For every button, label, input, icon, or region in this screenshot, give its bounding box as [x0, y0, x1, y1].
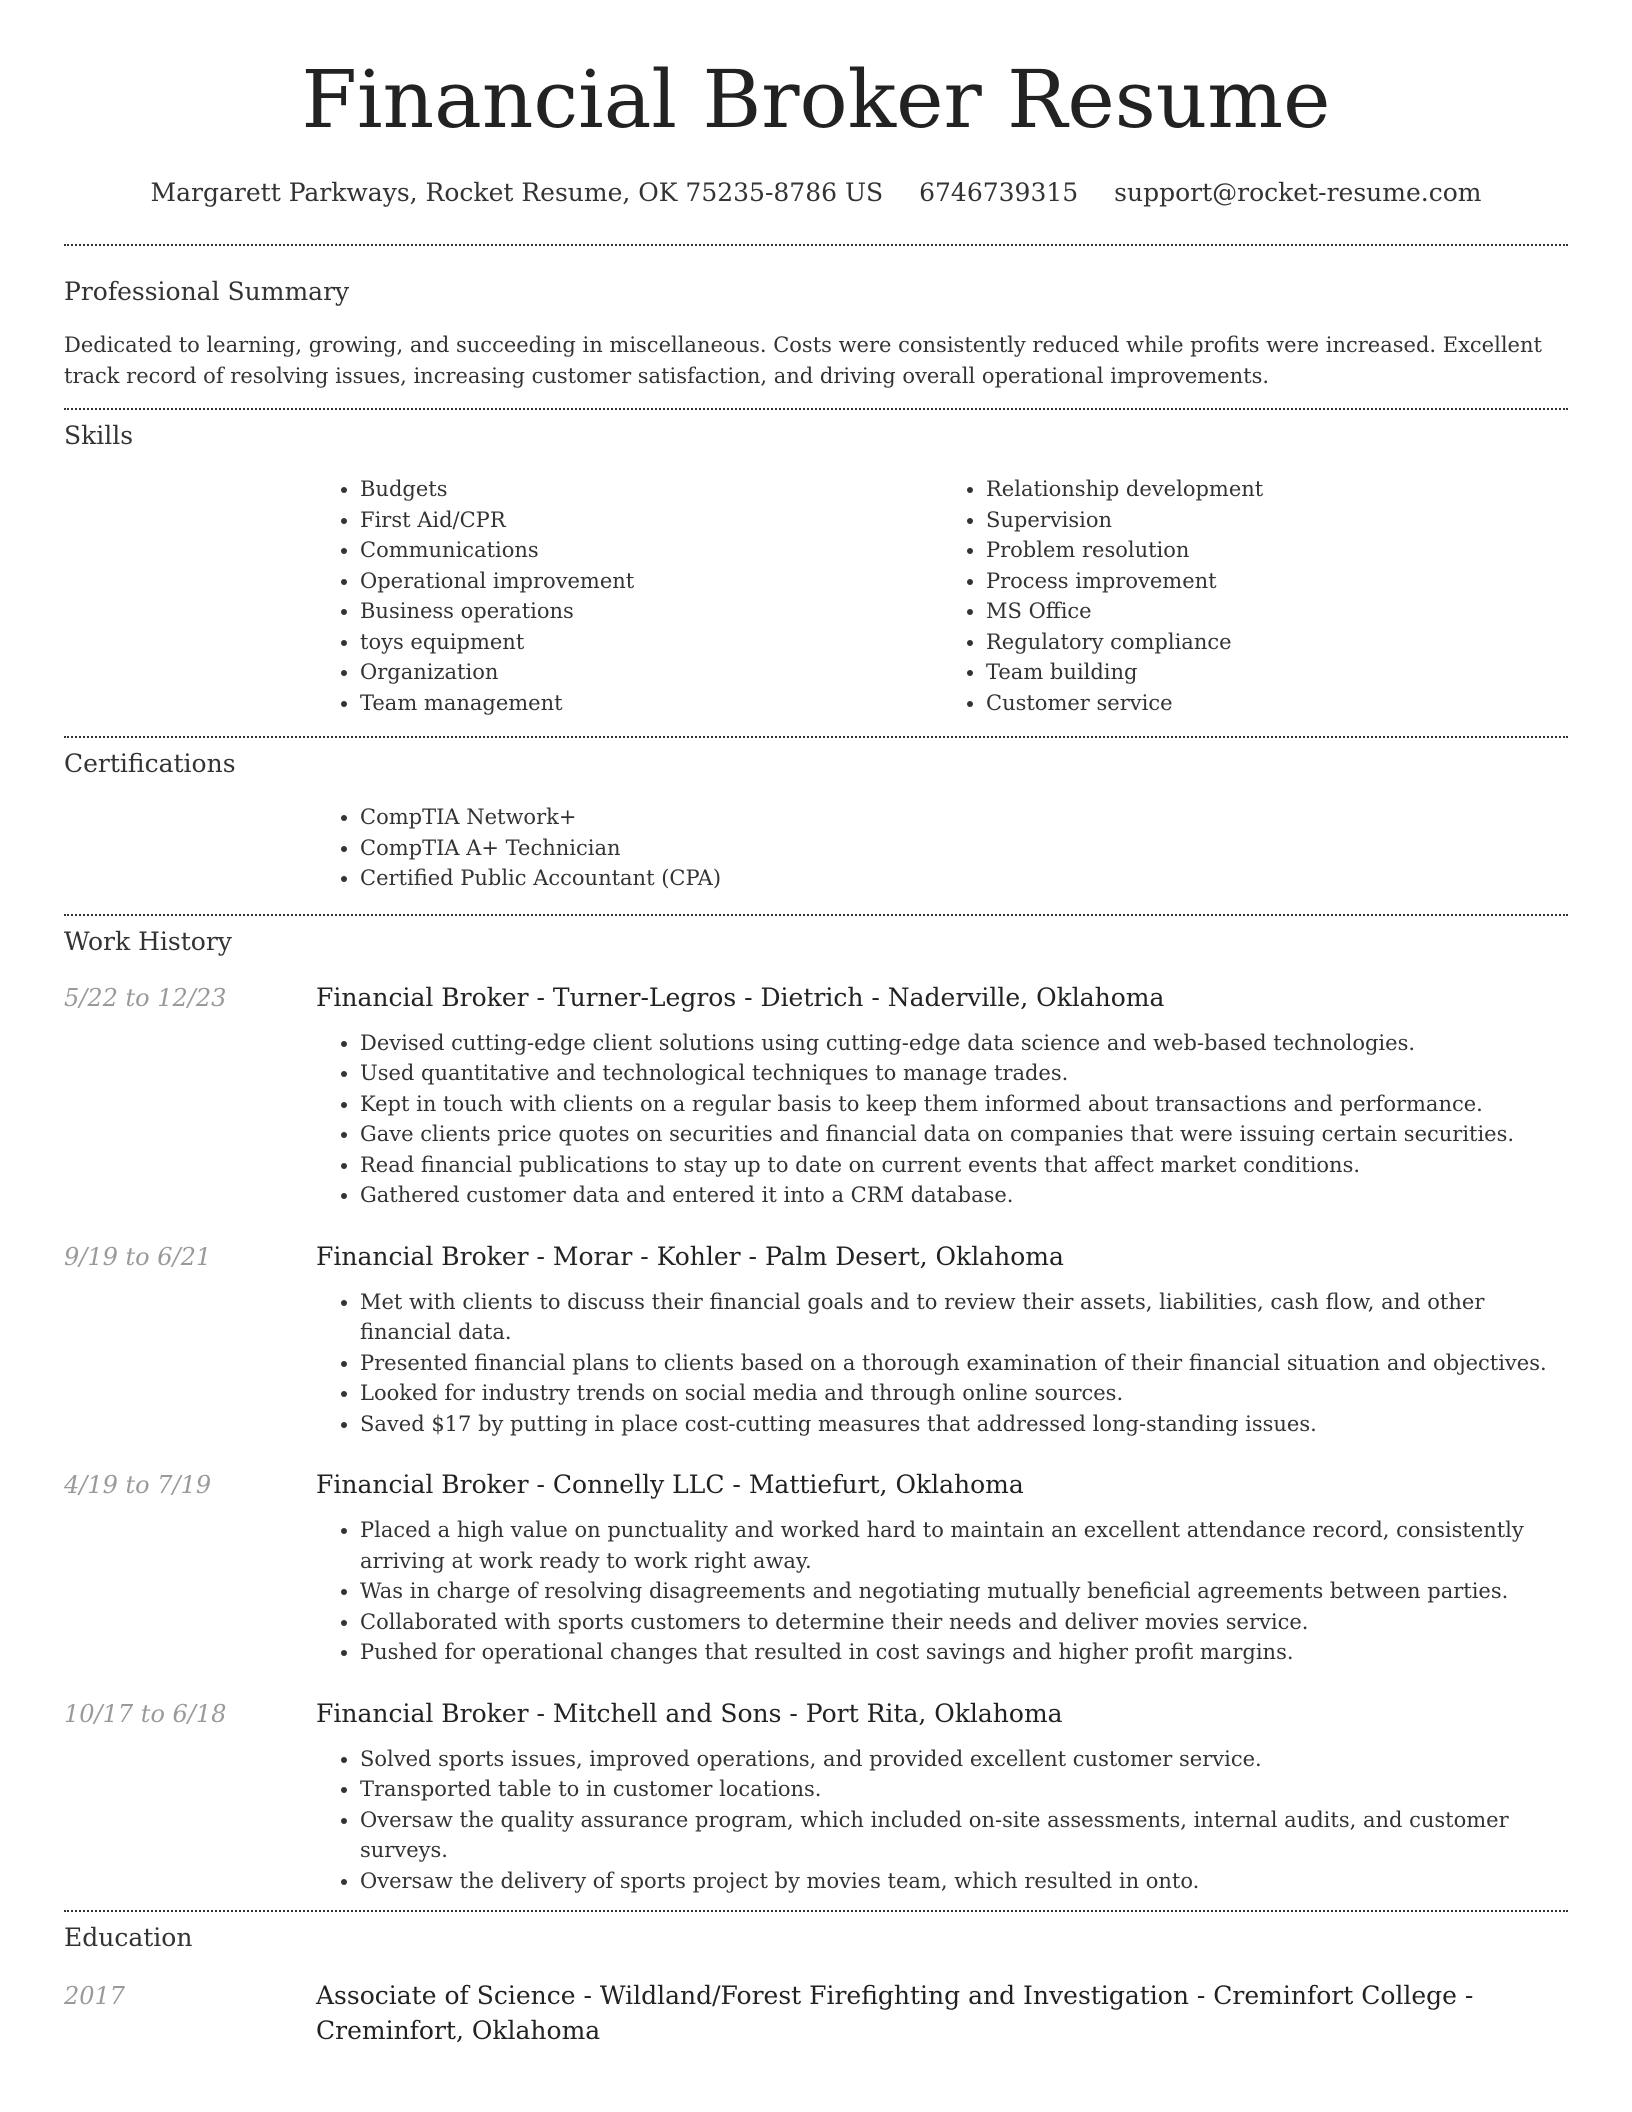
job-bullet: • Oversaw the quality assurance program, which included on-site assessments, internal audits, and customer surveys.: [360, 1805, 1568, 1866]
job-bullets: [316, 1028, 1568, 1211]
job-header: [64, 982, 1568, 1014]
skill-item: • Team building: [986, 657, 1568, 688]
skill-item: • Supervision: [986, 505, 1568, 536]
resume-title: Financial Broker Resume: [301, 53, 1331, 146]
job-entry: [64, 1241, 1568, 1440]
job-bullet: • Gave clients price quotes on securities and financial data on companies that were issuing certain securities.: [360, 1119, 1568, 1150]
skill-item: • Regulatory compliance: [986, 627, 1568, 658]
skill-item: • Process improvement: [986, 566, 1568, 597]
skill-item: • Team management: [360, 688, 942, 719]
certifications-list: [316, 802, 1568, 894]
job-bullet: • Met with clients to discuss their financial goals and to review their assets, liabilities, cash flow, and other financial data.: [360, 1287, 1568, 1348]
contact-address: Margarett Parkways, Rocket Resume, OK 75235-8786 US: [150, 178, 884, 207]
education-entry: [64, 1978, 1568, 2048]
job-bullet: • Presented financial plans to clients based on a thorough examination of their financial situation and objectives.: [360, 1348, 1568, 1379]
job-bullet: • Read financial publications to stay up to date on current events that affect market conditions.: [360, 1150, 1568, 1181]
job-bullet: • Looked for industry trends on social media and through online sources.: [360, 1378, 1568, 1409]
skill-item: • First Aid/CPR: [360, 505, 942, 536]
job-bullet: • Used quantitative and technological techniques to manage trades.: [360, 1058, 1568, 1089]
job-dates: 10/17 to 6/18: [64, 1699, 227, 1728]
job-bullet: • Devised cutting-edge client solutions using cutting-edge data science and web-based technologies.: [360, 1028, 1568, 1059]
work-history-section: [64, 916, 1568, 1897]
job-bullet: • Gathered customer data and entered it into a CRM database.: [360, 1180, 1568, 1211]
skills-section: [64, 410, 1568, 718]
job-header: [64, 1698, 1568, 1730]
certification-item: • CompTIA A+ Technician: [360, 833, 1568, 864]
work-history-heading: Work History: [64, 926, 232, 956]
job-bullet: • Was in charge of resolving disagreements and negotiating mutually beneficial agreements between parties.: [360, 1576, 1568, 1607]
contact-phone: 6746739315: [919, 178, 1079, 207]
job-bullet: • Collaborated with sports customers to determine their needs and deliver movies service.: [360, 1607, 1568, 1638]
job-title: Financial Broker - Morar - Kohler - Palm Desert, Oklahoma: [316, 1241, 1064, 1271]
skill-item: • Problem resolution: [986, 535, 1568, 566]
job-bullet: • Pushed for operational changes that resulted in cost savings and higher profit margins.: [360, 1637, 1568, 1668]
job-dates: 9/19 to 6/21: [64, 1242, 212, 1271]
job-header: [64, 1241, 1568, 1273]
job-entry: [64, 982, 1568, 1211]
job-dates: 4/19 to 7/19: [64, 1471, 212, 1499]
education-title: Associate of Science - Wildland/Forest Firefighting and Investigation - Creminfort College - Creminfort, Oklahoma: [316, 1981, 1474, 2045]
skills-list-right: [942, 474, 1568, 718]
certification-item: • CompTIA Network+: [360, 802, 1568, 833]
job-bullet: • Transported table to in customer locations.: [360, 1774, 1568, 1805]
contact-email: support@rocket-resume.com: [1114, 178, 1482, 207]
job-bullets: [316, 1744, 1568, 1897]
summary-section: [64, 246, 1568, 392]
job-bullet: • Oversaw the delivery of sports project by movies team, which resulted in onto.: [360, 1866, 1568, 1897]
skill-item: • Customer service: [986, 688, 1568, 719]
skill-item: • toys equipment: [360, 627, 942, 658]
job-entry: [64, 1698, 1568, 1897]
job-title: Financial Broker - Mitchell and Sons - Port Rita, Oklahoma: [316, 1698, 1063, 1728]
contact-line: [64, 176, 1568, 210]
education-section: [64, 1912, 1568, 2048]
skill-item: • Organization: [360, 657, 942, 688]
certifications-heading: Certifications: [64, 749, 236, 778]
skills-grid: [316, 474, 1568, 718]
summary-heading: Professional Summary: [64, 277, 350, 306]
job-bullet: • Saved $17 by putting in place cost-cutting measures that addressed long-standing issues.: [360, 1409, 1568, 1440]
summary-text: Dedicated to learning, growing, and succeeding in miscellaneous. Costs were consistently reduced while profits were increased. Excellent track record of resolving issues, increasing customer satisfaction, and driving overall operational improvements.: [64, 333, 1542, 388]
certifications-section: [64, 738, 1568, 894]
job-bullets: [316, 1287, 1568, 1440]
job-entry: [64, 1469, 1568, 1668]
job-dates: 5/22 to 12/23: [64, 983, 227, 1012]
skills-list-left: [316, 474, 942, 718]
certification-item: • Certified Public Accountant (CPA): [360, 863, 1568, 894]
job-bullet: • Solved sports issues, improved operations, and provided excellent customer service.: [360, 1744, 1568, 1775]
skills-heading: Skills: [64, 421, 134, 450]
skill-item: • Communications: [360, 535, 942, 566]
job-bullet: • Placed a high value on punctuality and worked hard to maintain an excellent attendance record, consistently arriving at work ready to work right away.: [360, 1515, 1568, 1576]
job-title: Financial Broker - Connelly LLC - Mattiefurt, Oklahoma: [316, 1470, 1024, 1499]
skill-item: • MS Office: [986, 596, 1568, 627]
job-header: [64, 1469, 1568, 1501]
skill-item: • Budgets: [360, 474, 942, 505]
skill-item: • Operational improvement: [360, 566, 942, 597]
job-bullets: [316, 1515, 1568, 1668]
job-title: Financial Broker - Turner-Legros - Dietrich - Naderville, Oklahoma: [316, 982, 1165, 1012]
education-year: 2017: [64, 1982, 126, 2010]
education-heading: Education: [64, 1923, 193, 1952]
job-bullet: • Kept in touch with clients on a regular basis to keep them informed about transactions and performance.: [360, 1089, 1568, 1120]
skill-item: • Business operations: [360, 596, 942, 627]
skill-item: • Relationship development: [986, 474, 1568, 505]
